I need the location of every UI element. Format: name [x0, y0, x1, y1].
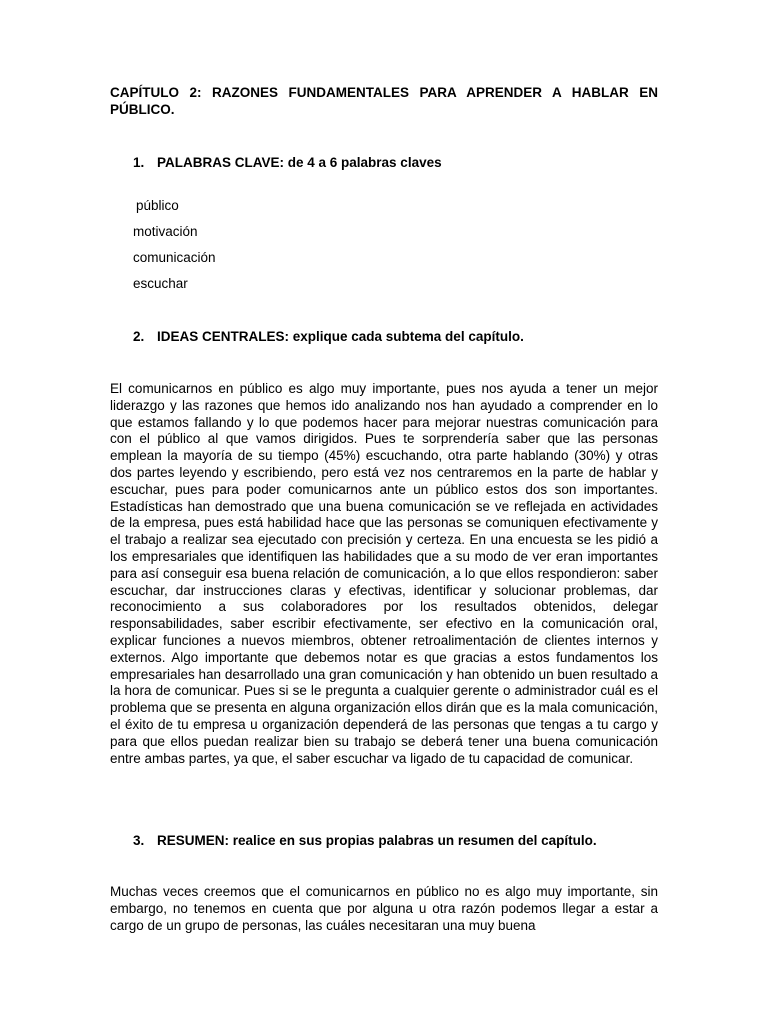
chapter-title: CAPÍTULO 2: RAZONES FUNDAMENTALES PARA APRENDER A HABLAR EN PÚBLICO. [110, 85, 658, 117]
section-heading-central-ideas [133, 328, 524, 345]
section-heading-text: RESUMEN: realice en sus propias palabras un resumen del capítulo. [157, 833, 597, 848]
central-ideas-paragraph: El comunicarnos en público es algo muy importante, pues nos ayuda a tener un mejor liderazgo y las razones que hemos ido analizando nos han ayudado a comprender en lo que estamos fallando y lo que podemos hacer para mejorar nuestras comunicación para con el público al que vamos dirigidos. Pues te sorprendería saber que las personas emplean la mayoría de su tiempo (45%) escuchando, otra parte hablando (30%) y otras dos partes leyendo y escribiendo, pero está vez nos centraremos en la parte de hablar y escuchar, pues para poder comunicarnos ante un público estos dos son importantes. Estadísticas han demostrado que una buena comunicación se ve reflejada en actividades de la empresa, pues está habilidad hace que las personas se comuniquen efectivamente y el trabajo a realizar sea ejecutado con precisión y certeza. En una encuesta se les pidió a los empresariales que identifiquen las habilidades que a su modo de ver eran importantes para así conseguir esa buena relación de comunicación, a lo que ellos respondieron: saber escuchar, dar instrucciones claras y efectivas, identificar y solucionar problemas, dar reconocimiento a sus colaboradores por los resultados obtenidos, delegar responsabilidades, saber escribir efectivamente, ser efectivo en la comunicación oral, explicar funciones a nuevos miembros, obtener retroalimentación de clientes internos y externos. Algo importante que debemos notar es que gracias a estos fundamentos los empresariales han desarrollado una gran comunicación y han obtenido un buen resultado a la hora de comunicar. Pues si se le pregunta a cualquier gerente o administrador cuál es el problema que se presenta en alguna organización ellos dirán que es la mala comunicación, el éxito de tu empresa u organización dependerá de las personas que tengas a tu cargo y para que ellos puedan realizar bien su trabajo se deberá tener una buena comunicación entre ambas partes, ya que, el saber escuchar va ligado de tu capacidad de comunicar. [110, 381, 658, 766]
section-heading-text: PALABRAS CLAVE: de 4 a 6 palabras claves [157, 155, 442, 170]
section-heading-text: IDEAS CENTRALES: explique cada subtema del capítulo. [157, 329, 524, 344]
keyword-item: escuchar [133, 276, 188, 291]
section-number: 2. [133, 329, 145, 344]
keyword-list [133, 197, 216, 301]
section-number: 3. [133, 833, 145, 848]
summary-paragraph: Muchas veces creemos que el comunicarnos en público no es algo muy importante, sin embargo, no tenemos en cuenta que por alguna u otra razón podemos llegar a estar a cargo de un grupo de personas, las cuáles necesitaran una muy buena [110, 884, 658, 933]
section-heading-summary [133, 832, 597, 849]
keyword-item: motivación [133, 224, 198, 239]
section-number: 1. [133, 155, 145, 170]
section-heading-keywords [133, 154, 442, 171]
keyword-item: público [136, 198, 179, 213]
keyword-item: comunicación [133, 250, 216, 265]
